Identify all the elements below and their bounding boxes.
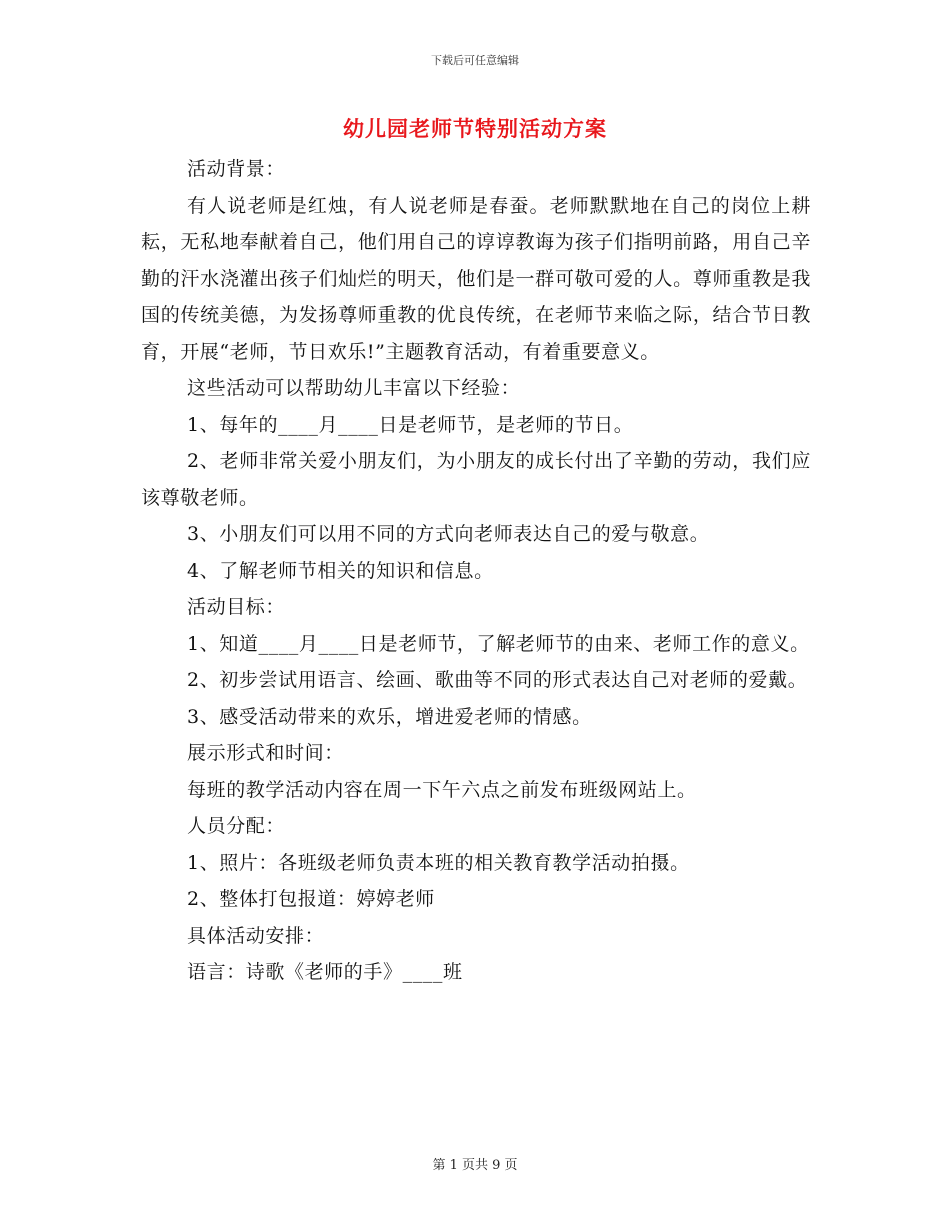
goal-item-1: 1、知道____月____日是老师节，了解老师节的由来、老师工作的意义。 bbox=[187, 632, 810, 655]
section-heading-schedule: 具体活动安排： bbox=[187, 924, 325, 947]
staff-item-1: 1、照片：各班级老师负责本班的相关教育教学活动拍摄。 bbox=[187, 851, 690, 874]
experience-item-1: 1、每年的____月____日是老师节，是老师的节日。 bbox=[187, 413, 634, 436]
document-body bbox=[141, 151, 811, 991]
experience-intro: 这些活动可以帮助幼儿丰富以下经验： bbox=[187, 377, 521, 399]
page-header: 下载后可任意编辑 bbox=[431, 54, 519, 67]
schedule-item-1: 语言：诗歌《老师的手》____班 bbox=[187, 961, 463, 983]
section-heading-background: 活动背景： bbox=[187, 158, 286, 180]
background-paragraph: 有人说老师是红烛，有人说老师是春蚕。老师默默地在自己的岗位上耕耘，无私地奉献着自己，他们用自己的谆谆教诲为孩子们指明前路，用自己辛勤的汗水浇灌出孩子们灿烂的明天，他们是一群可敬可爱的人。尊师重教是我国的传统美德，为发扬尊师重教的优良传统，在老师节来临之际，结合节日教育，开展“老师，节日欢乐!”主题教育活动，有着重要意义。 bbox=[141, 194, 811, 363]
section-heading-display: 展示形式和时间： bbox=[187, 742, 344, 764]
goal-item-3: 3、感受活动带来的欢乐，增进爱老师的情感。 bbox=[187, 705, 592, 728]
document-title: 幼儿园老师节特别活动方案 bbox=[343, 116, 607, 141]
staff-item-2: 2、整体打包报道：婷婷老师 bbox=[187, 888, 435, 910]
section-heading-staff: 人员分配： bbox=[187, 815, 286, 837]
page-footer: 第 1 页共 9 页 bbox=[432, 1158, 518, 1173]
display-paragraph: 每班的教学活动内容在周一下午六点之前发布班级网站上。 bbox=[187, 778, 697, 801]
experience-item-4: 4、了解老师节相关的知识和信息。 bbox=[187, 559, 494, 582]
goal-item-2: 2、初步尝试用语言、绘画、歌曲等不同的形式表达自己对老师的爱戴。 bbox=[187, 669, 808, 691]
experience-item-2: 2、老师非常关爱小朋友们，为小朋友的成长付出了辛勤的劳动，我们应该尊敬老师。 bbox=[141, 450, 811, 509]
section-heading-goals: 活动目标： bbox=[187, 596, 286, 618]
experience-item-3: 3、小朋友们可以用不同的方式向老师表达自己的爱与敬意。 bbox=[187, 523, 710, 545]
